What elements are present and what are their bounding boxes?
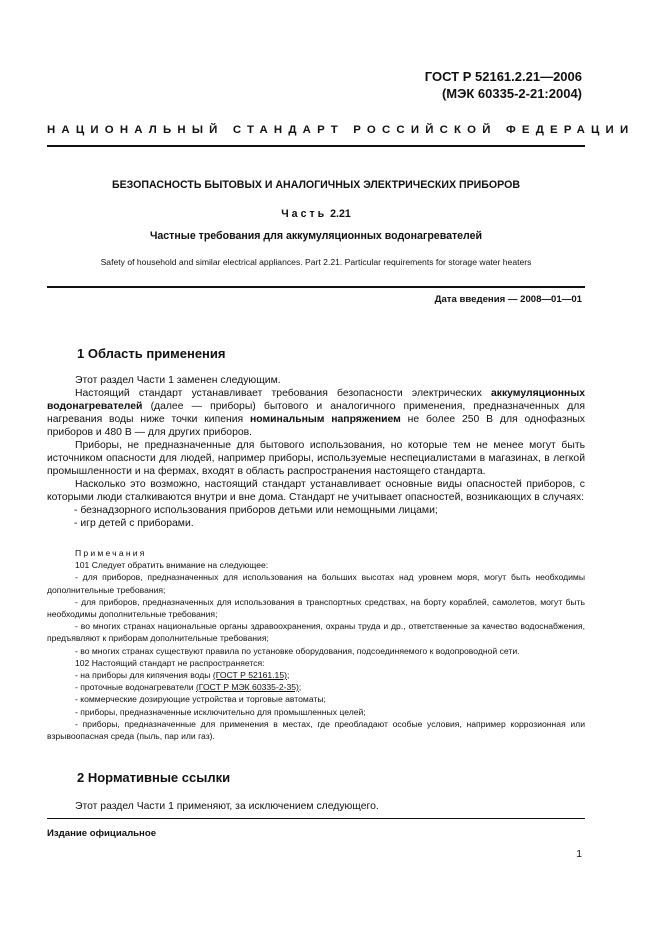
note-item: - приборы, предназначенные исключительно для промышленных целей; xyxy=(75,706,366,717)
text-run: не более 250 В для однофазных приборов и 480 В — для других приборов. xyxy=(47,414,585,438)
top-divider xyxy=(47,145,585,147)
note-item: - во многих странах национальные органы здравоохранения, охраны труда и др., ответственные за качество водоснабжения, предъявляют к приборам дополнительные требования; xyxy=(47,621,585,644)
iec-number: (МЭК 60335-2-21:2004) xyxy=(441,86,582,101)
note-item xyxy=(47,669,585,681)
page-number: 1 xyxy=(576,849,582,860)
list-item: - игр детей с приборами. xyxy=(74,518,194,529)
note-item xyxy=(47,681,585,693)
note-item: - для приборов, предназначенных для использования на больших высотах над уровнем моря, могут быть необходимы дополнительные требования; xyxy=(47,572,585,595)
reference-link[interactable]: (ГОСТ Р 52161.15) xyxy=(212,670,287,681)
introduction-date: Дата введения — 2008—01—01 xyxy=(434,294,582,305)
edition-label: Издание официальное xyxy=(47,828,157,839)
standard-number: ГОСТ Р 52161.2.21—2006 xyxy=(424,69,582,84)
note-item: 101 Следует обратить внимание на следующее: xyxy=(75,560,269,571)
note-item: - во многих странах существуют правила по установке оборудования, подсоединяемого к водопроводной сети. xyxy=(75,645,520,656)
section-1-heading: 1 Область применения xyxy=(77,346,226,361)
text-run: - проточные водонагреватели xyxy=(75,682,196,693)
section-1-paragraph: Этот раздел Части 1 заменен следующим. xyxy=(75,375,281,386)
note-item: 102 Настоящий стандарт не распространяется: xyxy=(75,657,265,668)
section-2-body xyxy=(47,800,585,813)
english-title: Safety of household and similar electrical appliances. Part 2.21. Particular requirements for storage water heaters xyxy=(100,257,532,267)
section-1-paragraph: Приборы, не предназначенные для бытового использования, но которые тем не менее могут быть источником опасности для людей, например приборы, используемые неспециалистами в магазинах, в легкой промышленности и на фермах, входят в область распространения настоящего стандарта. xyxy=(47,440,585,477)
national-standard-banner: НАЦИОНАЛЬНЫЙ СТАНДАРТ РОССИЙСКОЙ ФЕДЕРАЦИИ xyxy=(47,124,635,136)
document-title: БЕЗОПАСНОСТЬ БЫТОВЫХ И АНАЛОГИЧНЫХ ЭЛЕКТРИЧЕСКИХ ПРИБОРОВ xyxy=(112,179,520,191)
reference-link[interactable]: (ГОСТ Р МЭК 60335-2-35) xyxy=(195,682,299,693)
list-item: - безнадзорного использования приборов детьми или немощными лицами; xyxy=(74,505,438,516)
notes-heading: Примечания xyxy=(75,548,147,558)
notes-block xyxy=(47,547,585,742)
term-bold: номинальным напряжением xyxy=(249,414,401,425)
text-run: - на приборы для кипячения воды xyxy=(75,670,213,681)
section-1-paragraph xyxy=(47,387,585,439)
section-1-body xyxy=(47,374,585,530)
bottom-divider xyxy=(47,818,585,819)
note-item: - для приборов, предназначенных для использования в транспортных средствах, на борту кораблей, самолетов, могут быть необходимы дополнительные требования; xyxy=(47,596,585,620)
section-2-heading: 2 Нормативные ссылки xyxy=(77,770,231,785)
note-item: - приборы, предназначенные для применения в местах, где преобладают особые условия, например коррозионная или взрывоопасная среда (пыль, пар или газ). xyxy=(47,718,585,742)
text-run: (далее — приборы) бытового и аналогичного применения, предназначенных для нагревания воды ниже точки кипения xyxy=(47,401,585,425)
part-heading xyxy=(47,208,585,220)
part-number: 2.21 xyxy=(330,208,351,220)
text-run: Настоящий стандарт устанавливает требования безопасности электрических xyxy=(75,388,491,399)
note-item: - коммерческие дозирующие устройства и торговые автоматы; xyxy=(75,694,326,705)
part-word: Часть xyxy=(281,208,328,220)
standard-designation xyxy=(425,68,582,102)
section-1-paragraph: Насколько это возможно, настоящий стандарт устанавливает основные виды опасностей приборов, с которыми люди сталкиваются внутри и вне дома. Стандарт не учитывает опасностей, возникающих в случаях: xyxy=(47,479,585,503)
section-2-paragraph: Этот раздел Части 1 применяют, за исключением следующего. xyxy=(75,801,379,812)
term-bold: аккумуляционных водонагревателей xyxy=(47,388,585,412)
text-run: ; xyxy=(286,670,290,681)
text-run: ; xyxy=(298,682,302,693)
middle-divider xyxy=(47,286,585,288)
document-subtitle: Частные требования для аккумуляционных водонагревателей xyxy=(149,230,483,242)
